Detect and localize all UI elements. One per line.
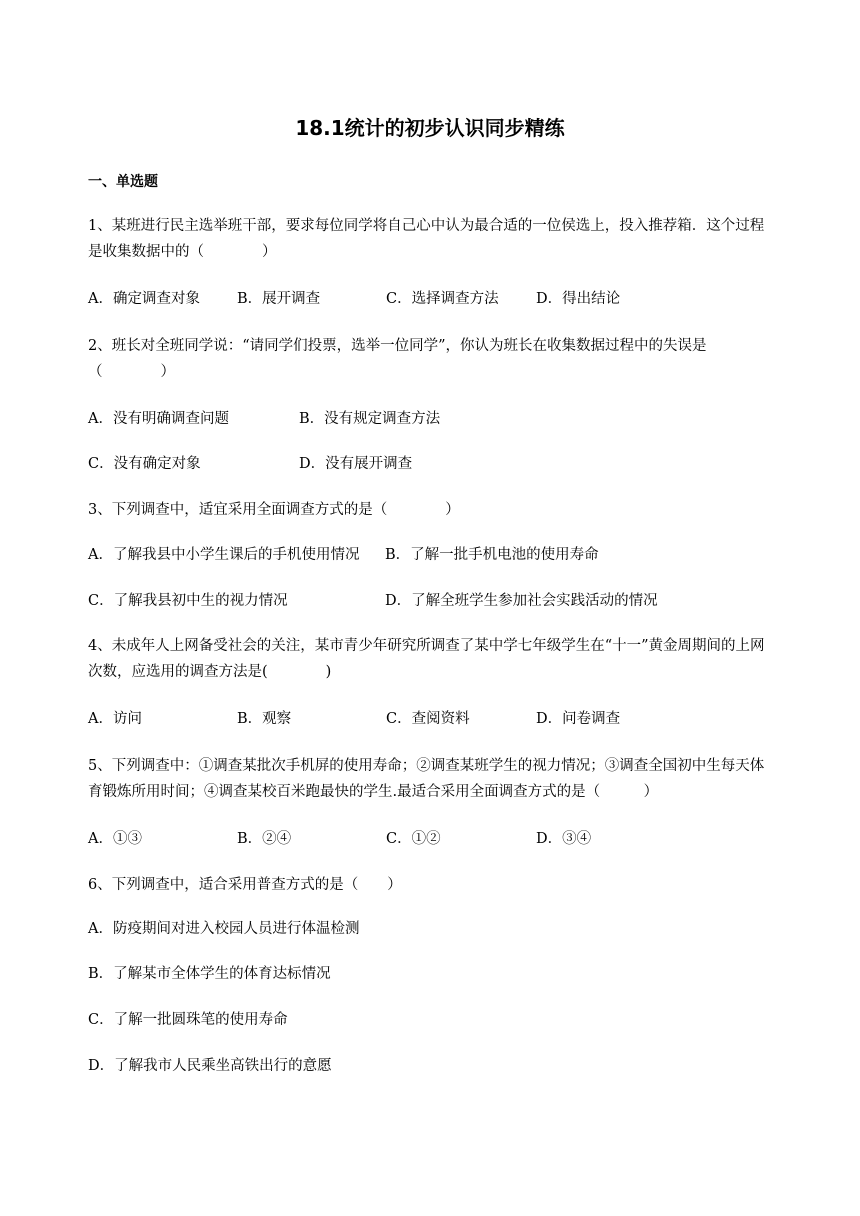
- question-2-options-row-1: [88, 408, 788, 430]
- option-b: B．展开调查: [237, 291, 321, 307]
- question-1-options: [88, 288, 788, 310]
- option-a: A．确定调查对象: [88, 291, 200, 307]
- question-6-option-d-row: [88, 1055, 788, 1077]
- option-a: A．①③: [88, 831, 142, 847]
- option-d: D．得出结论: [536, 291, 621, 307]
- question-1-stem: 1、某班进行民主选举班干部，要求每位同学将自己心中认为最合适的一位侯选上，投入推荐箱．这个过程是收集数据中的（ ）: [88, 218, 765, 260]
- question-6-option-c-row: [88, 1009, 788, 1031]
- option-c: C．①②: [386, 831, 441, 847]
- option-c: C．选择调查方法: [386, 291, 499, 307]
- question-2-options-row-2: [88, 453, 788, 475]
- option-c: C．了解一批圆珠笔的使用寿命: [88, 1012, 288, 1028]
- option-d: D．③④: [536, 831, 592, 847]
- section-heading: 一、单选题: [88, 174, 158, 190]
- option-d: D．没有展开调查: [299, 456, 413, 472]
- question-2-stem: 2、班长对全班同学说：“请同学们投票，选举一位同学”，你认为班长在收集数据过程中的失误是（ ）: [88, 338, 707, 380]
- option-b: B．没有规定调查方法: [299, 411, 441, 427]
- question-6-option-b-row: [88, 963, 788, 985]
- question-4-options: [88, 708, 788, 730]
- option-d: D．了解全班学生参加社会实践活动的情况: [385, 593, 658, 609]
- option-b: B．观察: [237, 711, 292, 727]
- option-d: D．问卷调查: [536, 711, 621, 727]
- question-3-options-row-2: [88, 590, 788, 612]
- page-title: 18.1统计的初步认识同步精练: [295, 116, 565, 140]
- question-6-stem: 6、下列调查中，适合采用普查方式的是（ ）: [88, 877, 402, 893]
- option-c: C．了解我县初中生的视力情况: [88, 593, 288, 609]
- option-b: B．②④: [237, 831, 292, 847]
- option-d: D．了解我市人民乘坐高铁出行的意愿: [88, 1058, 332, 1074]
- question-3-options-row-1: [88, 544, 788, 566]
- question-5-stem: 5、下列调查中：①调查某批次手机屏的使用寿命；②调查某班学生的视力情况；③调查全国初中生每天体育锻炼所用时间；④调查某校百米跑最快的学生.最适合采用全面调查方式的是（ ）: [88, 758, 765, 800]
- option-c: C．查阅资料: [386, 711, 470, 727]
- option-c: C．没有确定对象: [88, 456, 201, 472]
- question-3-stem: 3、下列调查中，适宜采用全面调查方式的是（ ）: [88, 502, 460, 518]
- question-6-option-a-row: [88, 918, 788, 940]
- option-b: B．了解一批手机电池的使用寿命: [385, 547, 599, 563]
- option-a: A．没有明确调查问题: [88, 411, 229, 427]
- option-a: A．了解我县中小学生课后的手机使用情况: [88, 547, 360, 563]
- question-4-stem: 4、未成年人上网备受社会的关注，某市青少年研究所调查了某中学七年级学生在“十一”黄金周期间的上网次数，应选用的调查方法是( ): [88, 638, 765, 680]
- option-a: A．访问: [88, 711, 142, 727]
- question-5-options: [88, 828, 788, 850]
- option-a: A．防疫期间对进入校园人员进行体温检测: [88, 921, 360, 937]
- option-b: B．了解某市全体学生的体育达标情况: [88, 966, 331, 982]
